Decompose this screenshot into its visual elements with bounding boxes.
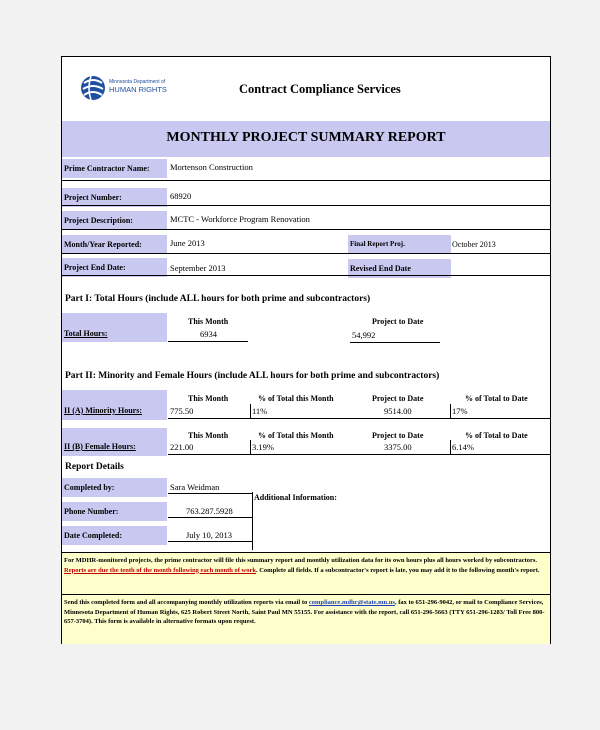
part2-col-pct-month-2: % of Total this Month bbox=[258, 431, 334, 440]
month-year-label: Month/Year Reported: bbox=[62, 235, 167, 254]
total-hours-this-month[interactable]: 6934 bbox=[200, 329, 217, 339]
report-title: MONTHLY PROJECT SUMMARY REPORT bbox=[166, 130, 446, 145]
minority-this-month[interactable]: 775.50 bbox=[170, 406, 194, 416]
additional-info-divider bbox=[252, 492, 253, 550]
part2-col-pct-month: % of Total this Month bbox=[258, 394, 334, 403]
note1-text-b: . Complete all fields. If a subcontractor's report is late, you may add it to the following month's report. bbox=[255, 566, 540, 574]
note1-due-text: Reports are due the tenth of the month following each month of work bbox=[64, 566, 256, 574]
prime-contractor-label: Prime Contractor Name: bbox=[62, 159, 167, 178]
prime-contractor-value[interactable]: Mortenson Construction bbox=[170, 162, 253, 172]
month-year-value[interactable]: June 2013 bbox=[170, 238, 205, 248]
female-to-date[interactable]: 3375.00 bbox=[384, 442, 412, 452]
minority-divider bbox=[250, 404, 251, 418]
final-report-value[interactable]: October 2013 bbox=[452, 240, 496, 249]
project-description-label: Project Description: bbox=[62, 211, 167, 230]
report-form bbox=[61, 56, 551, 644]
minority-pct-date[interactable]: 17% bbox=[452, 406, 468, 416]
project-number-label: Project Number: bbox=[62, 188, 167, 207]
row-divider bbox=[62, 275, 550, 276]
row-divider bbox=[62, 253, 550, 254]
part2-col-this-month-2: This Month bbox=[188, 431, 229, 440]
phone-value[interactable]: 763.287.5928 bbox=[186, 506, 233, 516]
part2-col-to-date-2: Project to Date bbox=[372, 431, 424, 440]
part1-col-to-date: Project to Date bbox=[372, 317, 424, 326]
row-divider bbox=[62, 205, 550, 206]
part2-col-pct-date: % of Total to Date bbox=[465, 394, 528, 403]
female-this-month[interactable]: 221.00 bbox=[170, 442, 194, 452]
female-divider bbox=[450, 440, 451, 454]
female-line bbox=[168, 454, 550, 455]
note2-text-a: Send this completed form and all accompanying monthly utilization reports via email to bbox=[64, 599, 309, 606]
additional-info-label: Additional Information: bbox=[254, 493, 337, 502]
note2-text-b: , fax to 651-296-9042, or mail to Compliance Services, Minnesota Department of Human Rights, 625 Robert Street North, Saint Paul MN 55155. For assistance with the report, call 651-296-5663 (TTY 651-296-1283/ Toll Free 800-657-3704). This form is available in alternative formats upon request. bbox=[64, 599, 545, 625]
part2-col-this-month: This Month bbox=[188, 394, 229, 403]
project-end-label: Project End Date: bbox=[62, 258, 167, 277]
logo-line2: HUMAN RIGHTS bbox=[109, 85, 167, 94]
total-hours-label: Total Hours: bbox=[64, 329, 108, 338]
date-completed-label: Date Completed: bbox=[62, 526, 167, 545]
note-due-dates bbox=[64, 556, 548, 575]
revised-end-label: Revised End Date bbox=[348, 259, 451, 278]
row-divider bbox=[62, 229, 550, 230]
female-pct-month[interactable]: 3.19% bbox=[252, 442, 274, 452]
phone-label: Phone Number: bbox=[62, 502, 167, 521]
part2-heading: Part II: Minority and Female Hours (include ALL hours for both prime and subcontractors) bbox=[65, 371, 440, 381]
notes-divider bbox=[62, 594, 550, 595]
female-hours-label: II (B) Female Hours: bbox=[64, 442, 136, 451]
female-pct-date[interactable]: 6.14% bbox=[452, 442, 474, 452]
completed-by-label: Completed by: bbox=[62, 478, 167, 497]
project-description-value[interactable]: MCTC - Workforce Program Renovation bbox=[170, 214, 310, 224]
phone-line bbox=[168, 517, 252, 518]
header-title: Contract Compliance Services bbox=[239, 82, 401, 96]
final-report-label: Final Report Proj. bbox=[348, 235, 451, 254]
part2-col-pct-date-2: % of Total to Date bbox=[465, 431, 528, 440]
email-link[interactable]: compliance.mdhr@state.mn.us bbox=[308, 599, 395, 606]
minority-to-date[interactable]: 9514.00 bbox=[384, 406, 412, 416]
report-details-heading: Report Details bbox=[65, 462, 124, 472]
minority-hours-label: II (A) Minority Hours: bbox=[64, 406, 142, 415]
completed-by-value[interactable]: Sara Weidman bbox=[170, 482, 220, 492]
part1-col-this-month: This Month bbox=[188, 317, 229, 326]
total-hours-this-month-line bbox=[168, 341, 248, 342]
total-hours-to-date-line bbox=[350, 342, 440, 343]
mdhr-logo bbox=[80, 73, 190, 103]
project-end-value[interactable]: September 2013 bbox=[170, 263, 226, 273]
note-submission bbox=[64, 598, 548, 627]
female-divider bbox=[250, 440, 251, 454]
date-completed-value[interactable]: July 10, 2013 bbox=[186, 530, 233, 540]
date-completed-line bbox=[168, 541, 252, 542]
minority-divider bbox=[450, 404, 451, 418]
note1-text-a: For MDHR-monitored projects, the prime contractor will file this summary report and monthly utilization data for its own hours plus all hours worked by subcontractors. bbox=[64, 557, 538, 564]
part2-col-to-date: Project to Date bbox=[372, 394, 424, 403]
part1-heading: Part I: Total Hours (include ALL hours for both prime and subcontractors) bbox=[65, 294, 371, 304]
total-hours-to-date[interactable]: 54,992 bbox=[352, 330, 376, 340]
part2-minority-label-bg bbox=[62, 390, 167, 420]
logo-line1: Minnesota Department of bbox=[109, 79, 166, 85]
completed-by-line bbox=[168, 493, 252, 494]
logo-globe-icon bbox=[80, 73, 106, 103]
row-divider bbox=[62, 180, 550, 181]
project-number-value[interactable]: 68920 bbox=[170, 191, 192, 201]
minority-pct-month[interactable]: 11% bbox=[252, 406, 268, 416]
minority-line bbox=[168, 418, 550, 419]
